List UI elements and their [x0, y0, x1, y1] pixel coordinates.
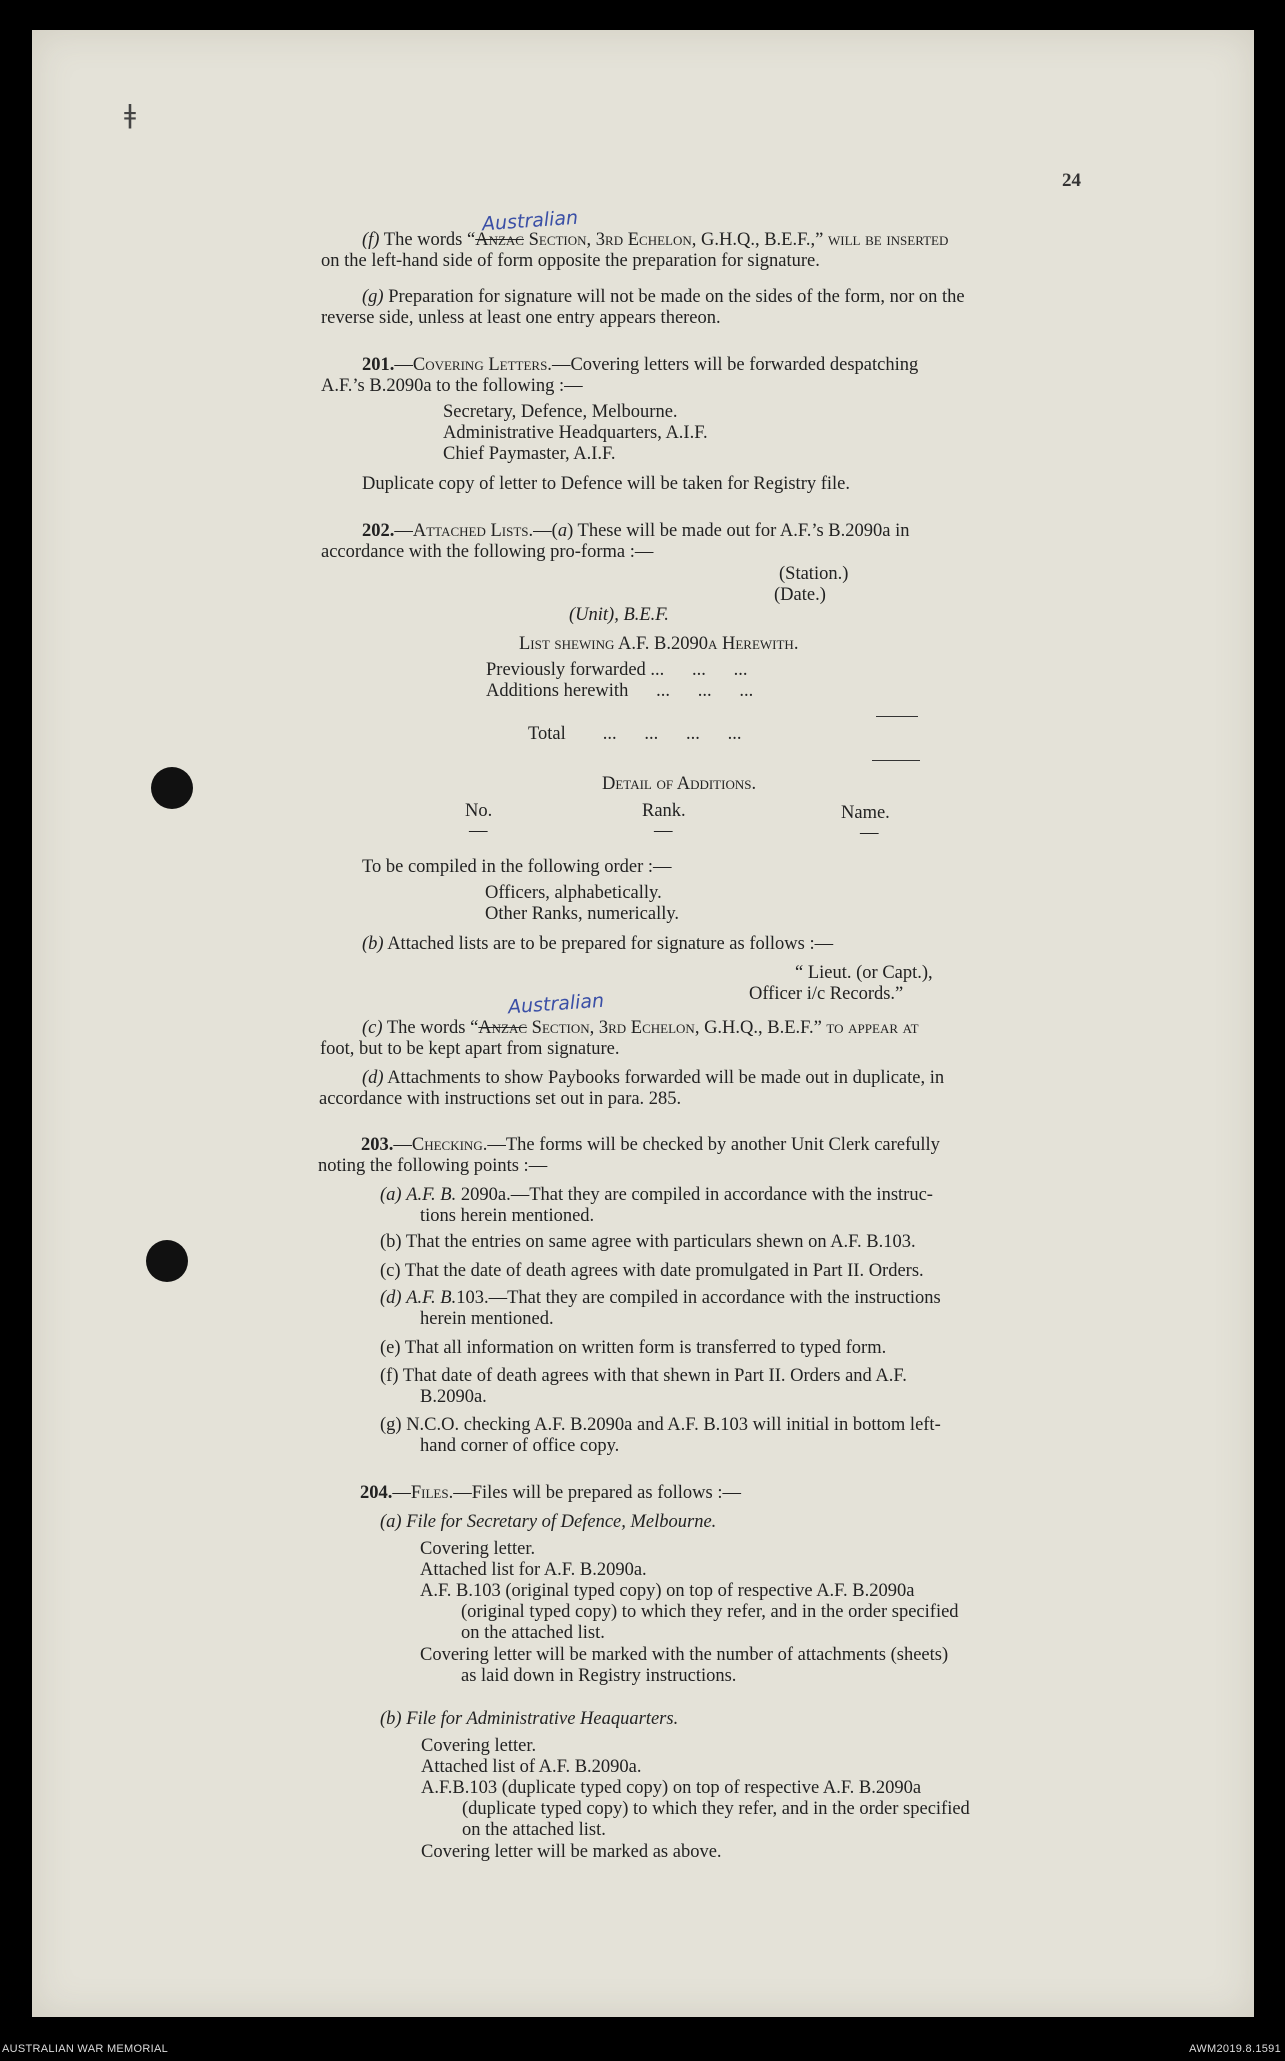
check-a-line1: (a) A.F. B. 2090a.—That they are compiled in accordance with the instruc-: [380, 1185, 933, 1205]
section-203-line1: 203.—Checking.—The forms will be checked by another Unit Clerk carefully: [361, 1135, 940, 1155]
recipient-2: Administrative Headquarters, A.I.F.: [443, 423, 708, 443]
file-a-3a: A.F. B.103 (original typed copy) on top of respective A.F. B.2090a: [420, 1581, 915, 1601]
section-202-line2: accordance with the following pro-forma :—: [321, 542, 654, 562]
column-rank: Rank.: [642, 801, 686, 821]
punch-hole-bottom: [146, 1240, 188, 1282]
check-f-line2: B.2090a.: [420, 1387, 487, 1407]
section-201-line1: 201.—Covering Letters.—Covering letters will be forwarded despatching: [362, 355, 919, 375]
para-g-line2: reverse side, unless at least one entry appears thereon.: [321, 308, 721, 328]
section-203-line2: noting the following points :—: [318, 1156, 548, 1176]
margin-mark: ǂ: [124, 100, 136, 130]
punch-hole-top: [151, 767, 193, 809]
para-d-line1: (d) Attachments to show Paybooks forwarded will be made out in duplicate, in: [362, 1068, 945, 1088]
file-a-4a: Covering letter will be marked with the number of attachments (sheets): [420, 1645, 949, 1665]
para-f-line2: on the left-hand side of form opposite the preparation for signature.: [321, 251, 820, 271]
form-detail-heading: Detail of Additions.: [602, 774, 757, 794]
form-unit: (Unit), B.E.F.: [569, 605, 669, 625]
handwritten-annotation: Australian: [481, 206, 579, 236]
para-g-line1: (g) Preparation for signature will not be made on the sides of the form, nor on the: [362, 287, 965, 307]
order-officers: Officers, alphabetically.: [485, 883, 662, 903]
file-b-4: Covering letter will be marked as above.: [421, 1842, 722, 1862]
column-rank-dash: —: [654, 821, 673, 841]
file-a-2: Attached list for A.F. B.2090a.: [420, 1560, 647, 1580]
file-a-4b: as laid down in Registry instructions.: [461, 1666, 737, 1686]
footer-left: AUSTRALIAN WAR MEMORIAL: [2, 2043, 169, 2055]
form-list-heading: List shewing A.F. B.2090a Herewith.: [519, 634, 799, 654]
recipient-1: Secretary, Defence, Melbourne.: [443, 402, 678, 422]
check-d-line1: (d) A.F. B.103.—That they are compiled in accordance with the instructions: [380, 1288, 941, 1308]
column-name-dash: —: [860, 823, 879, 843]
column-name: Name.: [841, 803, 890, 823]
form-station: (Station.): [779, 564, 849, 584]
form-previously: Previously forwarded ... ... ...: [486, 660, 748, 680]
form-total: Total ... ... ... ...: [528, 724, 742, 744]
check-e: (e) That all information on written form is transferred to typed form.: [380, 1338, 887, 1358]
file-a-3b: (original typed copy) to which they refer, and in the order specified: [461, 1602, 959, 1622]
form-date: (Date.): [774, 585, 826, 605]
file-a-1: Covering letter.: [420, 1539, 536, 1559]
check-d-line2: herein mentioned.: [420, 1309, 554, 1329]
signature-lieut: “ Lieut. (or Capt.),: [795, 963, 933, 983]
form-additions: Additions herewith ... ... ...: [486, 681, 754, 701]
section-204: 204.—Files.—Files will be prepared as follows :—: [360, 1483, 741, 1503]
file-b-3b: (duplicate typed copy) to which they refer, and in the order specified: [462, 1799, 970, 1819]
column-no-dash: —: [469, 821, 488, 841]
para-f-line1: (f) The words “Anzac Section, 3rd Echelon, G.H.Q., B.E.F.,” will be inserted: [362, 230, 949, 250]
file-b-3c: on the attached list.: [462, 1820, 606, 1840]
file-a-3c: on the attached list.: [461, 1623, 605, 1643]
compile-order: To be compiled in the following order :—: [362, 857, 672, 877]
para-c-line2: foot, but to be kept apart from signature.: [320, 1039, 620, 1059]
file-b-heading: (b) File for Administrative Heaquarters.: [380, 1709, 679, 1729]
file-b-3a: A.F.B.103 (duplicate typed copy) on top of respective A.F. B.2090a: [421, 1778, 922, 1798]
page-number: 24: [1062, 170, 1081, 191]
check-f-line1: (f) That date of death agrees with that shewn in Part II. Orders and A.F.: [380, 1366, 907, 1386]
para-c-line1: (c) The words “Anzac Section, 3rd Echelon, G.H.Q., B.E.F.” to appear at: [362, 1018, 919, 1038]
check-c: (c) That the date of death agrees with date promulgated in Part II. Orders.: [380, 1261, 924, 1281]
para-b: (b) Attached lists are to be prepared for signature as follows :—: [362, 934, 834, 954]
column-no: No.: [465, 801, 493, 821]
check-g-line1: (g) N.C.O. checking A.F. B.2090a and A.F. B.103 will initial in bottom left-: [380, 1415, 941, 1435]
section-201-line2: A.F.’s B.2090a to the following :—: [321, 376, 583, 396]
handwritten-annotation-2: Australian: [507, 989, 605, 1019]
subtotal-rule: [876, 716, 918, 717]
duplicate-note: Duplicate copy of letter to Defence will be taken for Registry file.: [362, 474, 851, 494]
check-b: (b) That the entries on same agree with particulars shewn on A.F. B.103.: [380, 1232, 916, 1252]
file-b-1: Covering letter.: [421, 1736, 537, 1756]
file-a-heading: (a) File for Secretary of Defence, Melbourne.: [380, 1512, 717, 1532]
order-other-ranks: Other Ranks, numerically.: [485, 904, 680, 924]
file-b-2: Attached list of A.F. B.2090a.: [421, 1757, 642, 1777]
para-d-line2: accordance with instructions set out in para. 285.: [319, 1089, 682, 1109]
check-a-line2: tions herein mentioned.: [420, 1206, 595, 1226]
check-g-line2: hand corner of office copy.: [420, 1436, 620, 1456]
section-202-line1: 202.—Attached Lists.—(a) These will be made out for A.F.’s B.2090a in: [362, 521, 910, 541]
total-rule: [872, 760, 920, 761]
footer-right: AWM2019.8.1591: [1189, 2043, 1281, 2055]
recipient-3: Chief Paymaster, A.I.F.: [443, 444, 616, 464]
signature-officer: Officer i/c Records.”: [749, 984, 904, 1004]
